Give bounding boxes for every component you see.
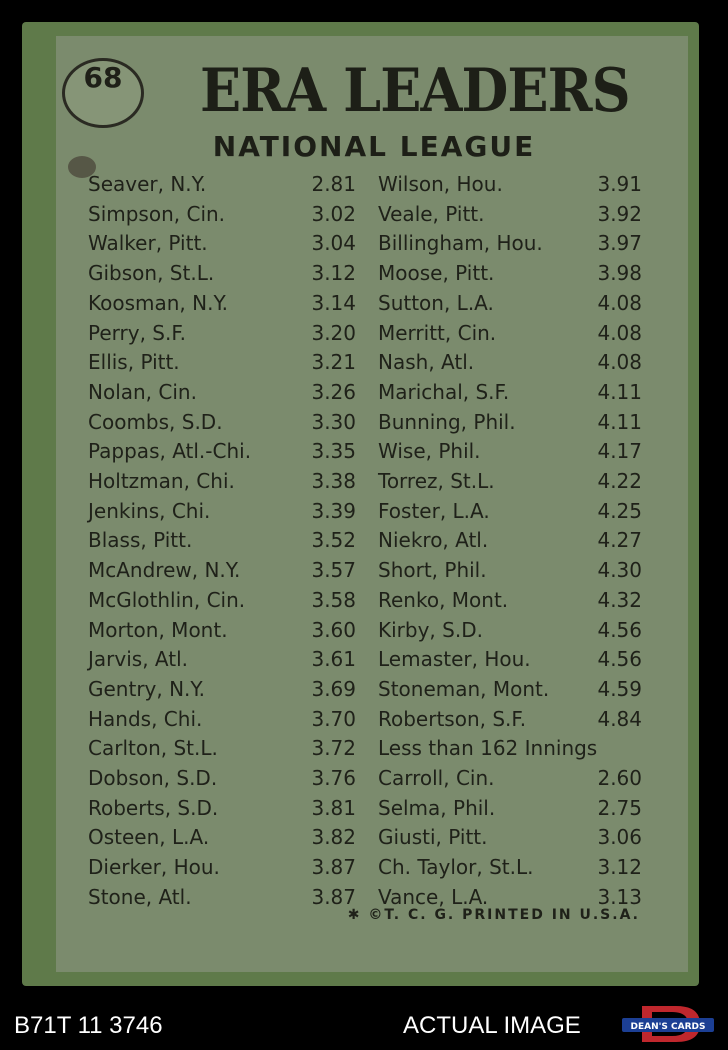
player-era: 2.75 [597,796,642,820]
player-name: Seaver, N.Y. [88,172,207,196]
player-name: Niekro, Atl. [378,528,489,552]
player-name: Pappas, Atl.-Chi. [88,439,252,463]
player-era: 3.91 [597,172,642,196]
player-name: Simpson, Cin. [88,202,226,226]
card-title: ERA LEADERS [200,56,630,126]
player-era: 3.97 [597,231,642,255]
player-era: 3.14 [311,291,356,315]
player-name: Blass, Pitt. [88,528,193,552]
player-era: 4.17 [597,439,642,463]
player-name: Short, Phil. [378,558,487,582]
player-name: Gentry, N.Y. [88,677,205,701]
player-era: 4.22 [597,469,642,493]
player-era: 3.87 [311,855,356,879]
player-era: 4.08 [597,321,642,345]
player-era: 3.04 [311,231,356,255]
player-name: Osteen, L.A. [88,825,210,849]
player-name: Walker, Pitt. [88,231,208,255]
player-name: Kirby, S.D. [378,618,483,642]
player-era: 4.32 [597,588,642,612]
player-era: 3.52 [311,528,356,552]
player-name: McAndrew, N.Y. [88,558,241,582]
player-era: 3.72 [311,736,356,760]
card-number: 68 [83,61,123,94]
player-name: Marichal, S.F. [378,380,510,404]
player-name: Dobson, S.D. [88,766,218,790]
player-era: 3.20 [311,321,356,345]
svg-text:DEAN'S CARDS: DEAN'S CARDS [630,1022,706,1032]
player-era: 4.59 [597,677,642,701]
deans-cards-logo [622,1004,714,1044]
player-era: 4.08 [597,291,642,315]
player-name: McGlothlin, Cin. [88,588,246,612]
player-name: Ellis, Pitt. [88,350,180,374]
player-name: Robertson, S.F. [378,707,527,731]
player-era: 3.69 [311,677,356,701]
player-name: Giusti, Pitt. [378,825,488,849]
card-number-badge [62,58,144,128]
player-name: Wise, Phil. [378,439,481,463]
player-era: 2.60 [597,766,642,790]
player-era: 3.98 [597,261,642,285]
player-name: Billingham, Hou. [378,231,543,255]
player-name: Torrez, St.L. [378,469,495,493]
player-era: 3.02 [311,202,356,226]
player-era: 3.39 [311,499,356,523]
player-era: 3.06 [597,825,642,849]
player-name: Bunning, Phil. [378,410,516,434]
player-name: Perry, S.F. [88,321,186,345]
actual-image-label: ACTUAL IMAGE [403,1012,581,1039]
player-name: Hands, Chi. [88,707,203,731]
player-era: 4.30 [597,558,642,582]
player-era: 4.25 [597,499,642,523]
player-era: 4.84 [597,707,642,731]
player-era: 3.21 [311,350,356,374]
copyright-footer: ✱ ©T. C. G. PRINTED IN U.S.A. [347,907,640,923]
player-name: Selma, Phil. [378,796,496,820]
player-name: Nolan, Cin. [88,380,197,404]
player-name: Holtzman, Chi. [88,469,235,493]
player-era: 3.76 [311,766,356,790]
player-name: Jenkins, Chi. [88,499,211,523]
player-name: Stoneman, Mont. [378,677,550,701]
player-era: 3.26 [311,380,356,404]
player-era: 3.35 [311,439,356,463]
player-name: Gibson, St.L. [88,261,215,285]
player-era: 4.11 [597,380,642,404]
player-era: 3.82 [311,825,356,849]
player-era: 4.56 [597,647,642,671]
player-era: 2.81 [311,172,356,196]
player-era: 4.27 [597,528,642,552]
player-name: Lemaster, Hou. [378,647,531,671]
player-name: Jarvis, Atl. [88,647,188,671]
player-name: Carlton, St.L. [88,736,218,760]
player-name: Morton, Mont. [88,618,228,642]
player-era: 3.38 [311,469,356,493]
player-name: Renko, Mont. [378,588,509,612]
player-name: Vance, L.A. [378,885,489,909]
listing-id: B71T 11 3746 [14,1012,163,1039]
player-era: 3.57 [311,558,356,582]
player-era: 4.11 [597,410,642,434]
card-subtitle: NATIONAL LEAGUE [212,130,536,163]
player-era: 3.12 [597,855,642,879]
player-era: 3.58 [311,588,356,612]
player-era: 3.13 [597,885,642,909]
player-era: 3.81 [311,796,356,820]
player-era: 3.70 [311,707,356,731]
player-era: 3.30 [311,410,356,434]
player-name: Dierker, Hou. [88,855,220,879]
player-name: Carroll, Cin. [378,766,495,790]
player-era: 3.92 [597,202,642,226]
player-name: Coombs, S.D. [88,410,223,434]
player-name: Sutton, L.A. [378,291,494,315]
player-era: 4.56 [597,618,642,642]
player-name: Nash, Atl. [378,350,475,374]
player-name: Wilson, Hou. [378,172,503,196]
player-name: Less than 162 Innings [378,736,598,760]
player-name: Foster, L.A. [378,499,490,523]
player-era: 3.61 [311,647,356,671]
player-name: Stone, Atl. [88,885,192,909]
player-era: 4.08 [597,350,642,374]
player-name: Roberts, S.D. [88,796,219,820]
player-name: Koosman, N.Y. [88,291,228,315]
player-era: 3.60 [311,618,356,642]
player-name: Veale, Pitt. [378,202,485,226]
player-name: Ch. Taylor, St.L. [378,855,534,879]
player-name: Merritt, Cin. [378,321,497,345]
player-name: Moose, Pitt. [378,261,495,285]
player-era: 3.12 [311,261,356,285]
player-era: 3.87 [311,885,356,909]
